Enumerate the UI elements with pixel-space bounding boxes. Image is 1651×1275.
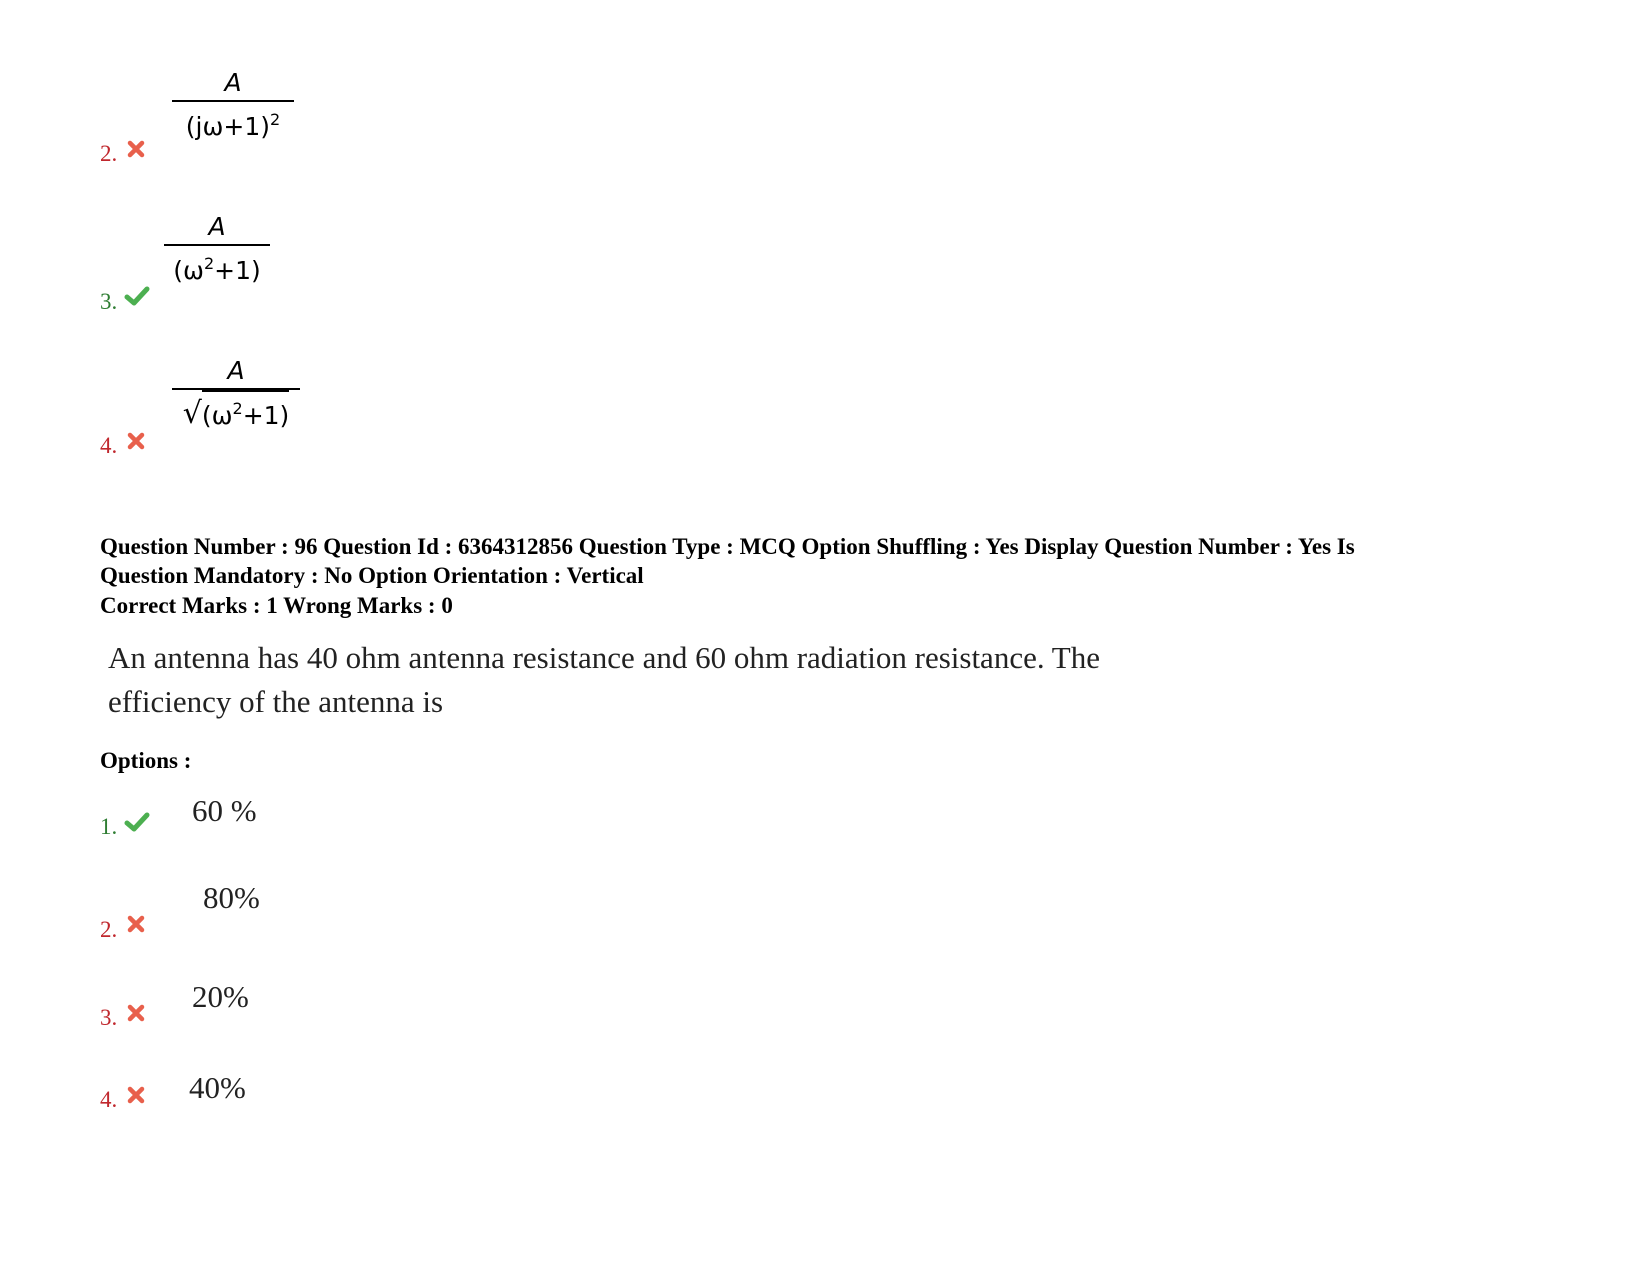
check-icon: [124, 285, 150, 307]
check-icon: [124, 811, 150, 833]
option-number: 4.: [100, 1087, 118, 1112]
option-number: 3.: [100, 1005, 118, 1030]
option-text: 60 %: [192, 793, 257, 828]
option-formula: A √ $(\omega^2+1)$: [172, 354, 300, 432]
question-meta: Question Number : 96 Question Id : 6364312856 Question Type : MCQ Option Shuffling : Yes Display Question Number : Yes Is Question Mandatory : No Option Orientation : Vertical: [100, 534, 1355, 588]
option-formula: A $(\omega^2+1)$: [164, 210, 270, 289]
option-number: 2.: [100, 917, 118, 942]
cross-icon: [125, 913, 147, 935]
option-number: 3.: [100, 289, 118, 314]
option-number: 2.: [100, 141, 118, 166]
cross-icon: [125, 138, 147, 160]
option-text: 40%: [189, 1070, 246, 1105]
option-number: 4.: [100, 433, 118, 458]
option-number: 1.: [100, 814, 118, 839]
cross-icon: [125, 1002, 147, 1024]
question-marks: Correct Marks : 1 Wrong Marks : 0: [100, 593, 453, 618]
option-text: 20%: [192, 979, 249, 1014]
cross-icon: [125, 1084, 147, 1106]
question-text: An antenna has 40 ohm antenna resistance and 60 ohm radiation resistance. The efficiency of the antenna is: [108, 640, 1100, 719]
cross-icon: [125, 430, 147, 452]
option-formula: A $(j\omega+1)^2$: [172, 66, 294, 145]
option-text: 80%: [203, 880, 260, 915]
options-label: Options :: [100, 748, 192, 773]
